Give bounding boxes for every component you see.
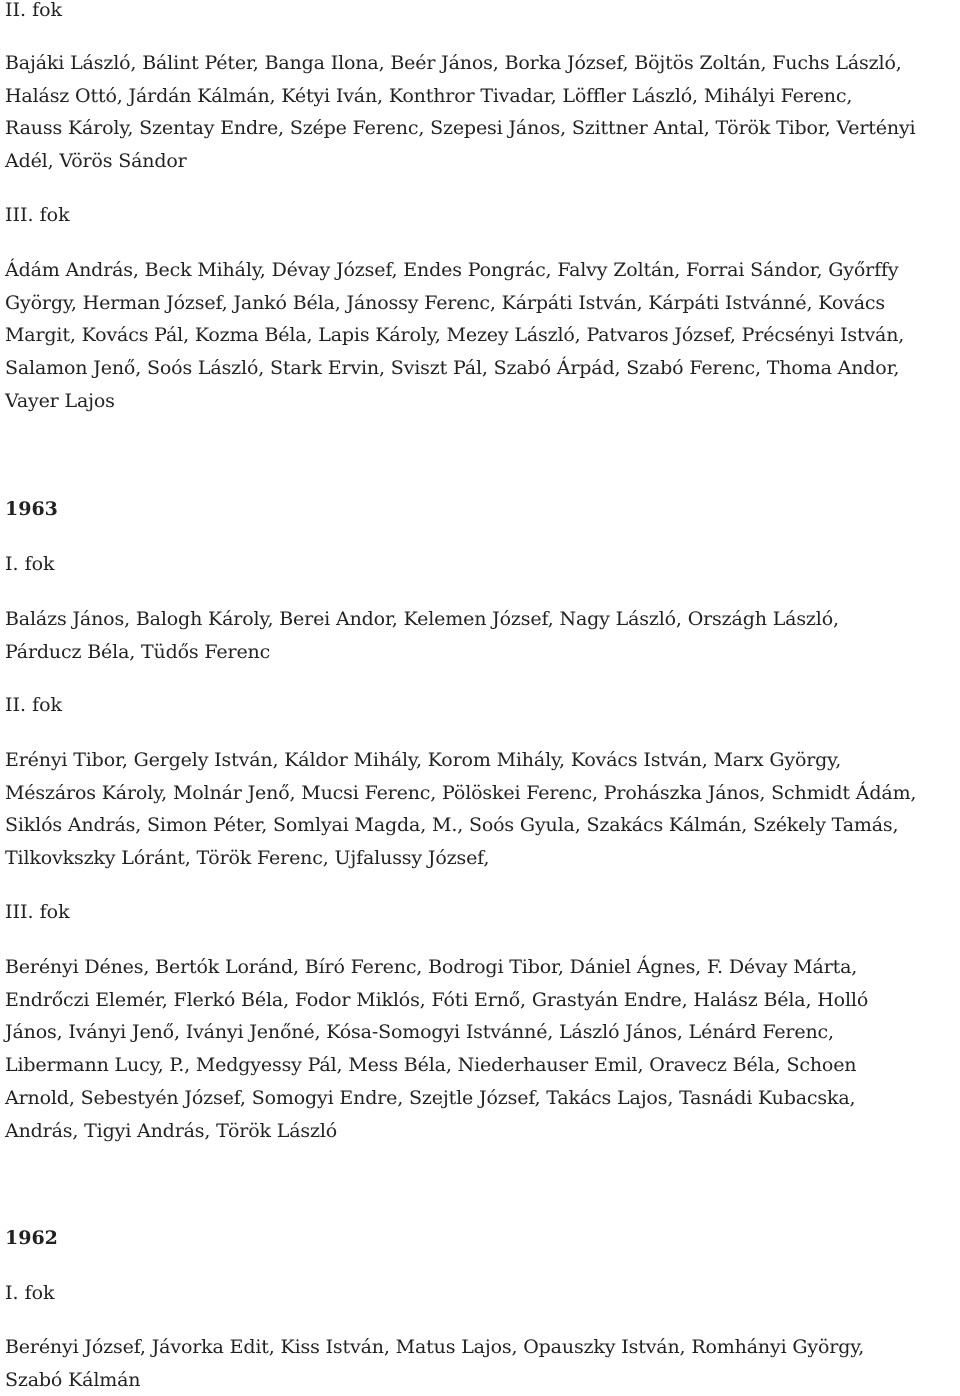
name-line: Erényi Tibor, Gergely István, Káldor Mihály, Korom Mihály, Kovács István, Marx György,	[5, 749, 842, 771]
name-line: Ádám András, Beck Mihály, Dévay József, Endes Pongrác, Falvy Zoltán, Forrai Sándor, Győrffy	[5, 259, 899, 281]
name-line: Tilkovkszky Lóránt, Török Ferenc, Ujfalussy József,	[5, 847, 490, 870]
name-list	[5, 603, 839, 668]
name-line: János, Iványi Jenő, Iványi Jenőné, Kósa-Somogyi Istvánné, László János, Lénárd Ferenc,	[5, 1021, 834, 1044]
name-line: Bajáki László, Bálint Péter, Banga Ilona, Beér János, Borka József, Böjtös Zoltán, Fuchs László,	[5, 52, 902, 74]
grade-heading: II. fok	[5, 0, 63, 21]
name-list	[5, 1331, 864, 1396]
name-line: Libermann Lucy, P., Medgyessy Pál, Mess Béla, Niederhauser Emil, Oravecz Béla, Schoen	[5, 1054, 857, 1077]
name-list	[5, 744, 916, 875]
name-line: András, Tigyi András, Török László	[5, 1119, 338, 1142]
name-line: Berényi József, Jávorka Edit, Kiss István, Matus Lajos, Opauszky István, Romhányi György,	[5, 1336, 865, 1358]
name-line: Párducz Béla, Tüdős Ferenc	[5, 640, 271, 663]
grade-heading: III. fok	[5, 204, 70, 226]
grade-heading: I. fok	[5, 553, 55, 575]
name-line: Berényi Dénes, Bertók Loránd, Bíró Ferenc, Bodrogi Tibor, Dániel Ágnes, F. Dévay Márta,	[5, 956, 858, 978]
name-line: Siklós András, Simon Péter, Somlyai Magda, M., Soós Gyula, Szakács Kálmán, Székely Tamás,	[5, 814, 899, 837]
name-line: Margit, Kovács Pál, Kozma Béla, Lapis Károly, Mezey László, Patvaros József, Précsényi István,	[5, 324, 905, 347]
name-line: Szabó Kálmán	[5, 1368, 141, 1391]
grade-heading: III. fok	[5, 901, 70, 923]
name-line: György, Herman József, Jankó Béla, Jánossy Ferenc, Kárpáti István, Kárpáti Istvánné, Kovács	[5, 291, 885, 314]
name-line: Rauss Károly, Szentay Endre, Szépe Ferenc, Szepesi János, Szittner Antal, Török Tibor, Vertényi	[5, 117, 916, 140]
grade-heading: I. fok	[5, 1282, 55, 1304]
name-line: Salamon Jenő, Soós László, Stark Ervin, Sviszt Pál, Szabó Árpád, Szabó Ferenc, Thoma Andor,	[5, 357, 900, 380]
name-line: Vayer Lajos	[5, 389, 115, 412]
year-heading: 1962	[5, 1227, 58, 1249]
name-line: Halász Ottó, Járdán Kálmán, Kétyi Iván, Konthror Tivadar, Löffler László, Mihályi Ferenc,	[5, 84, 853, 107]
name-list	[5, 254, 904, 418]
name-line: Balázs János, Balogh Károly, Berei Andor, Kelemen József, Nagy László, Országh László,	[5, 608, 839, 630]
name-line: Endrőczi Elemér, Flerkó Béla, Fodor Miklós, Fóti Ernő, Grastyán Endre, Halász Béla, Holló	[5, 988, 869, 1011]
name-line: Arnold, Sebestyén József, Somogyi Endre, Szejtle József, Takács Lajos, Tasnádi Kubacska,	[5, 1086, 856, 1109]
name-list	[5, 47, 915, 178]
name-line: Adél, Vörös Sándor	[5, 150, 187, 173]
year-heading: 1963	[5, 498, 58, 520]
name-line: Mészáros Károly, Molnár Jenő, Mucsi Ferenc, Pölöskei Ferenc, Prohászka János, Schmidt Ádám,	[5, 781, 917, 804]
name-list	[5, 951, 868, 1147]
grade-heading: II. fok	[5, 694, 63, 716]
